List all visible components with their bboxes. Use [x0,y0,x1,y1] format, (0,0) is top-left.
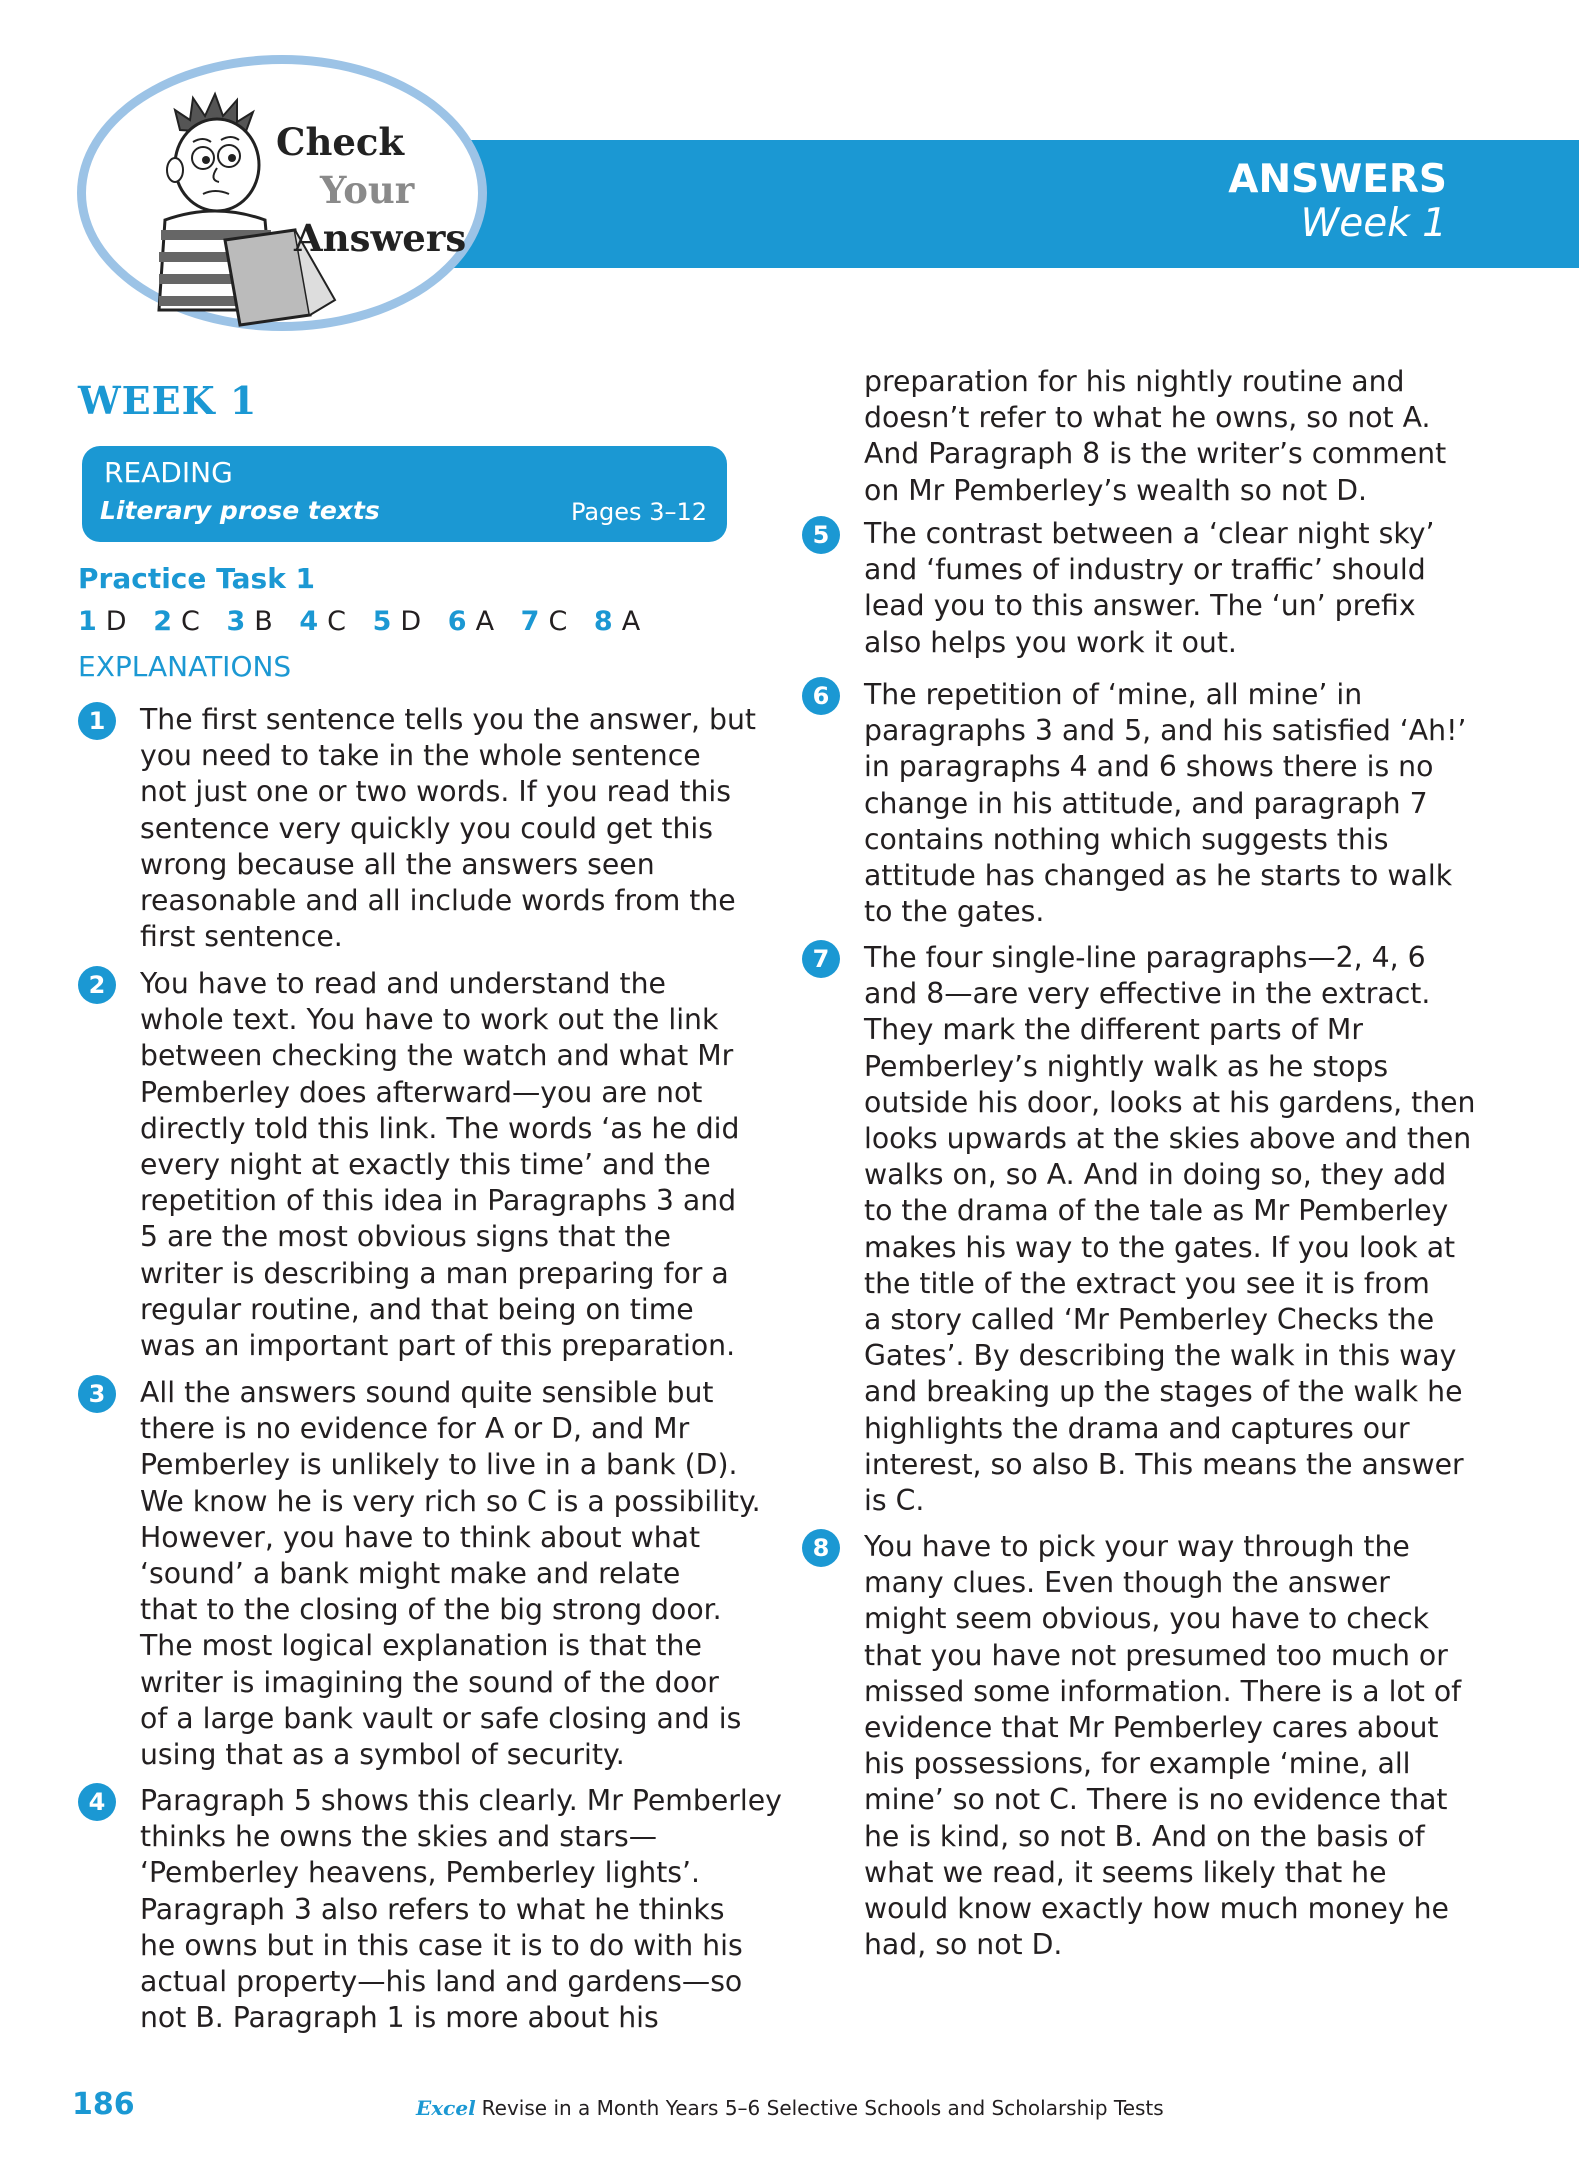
explanation-text: All the answers sound quite sensible but there is no evidence for A or D, and Mr Pemberley is unlikely to live in a bank (D). We know he is very rich so C is a possibility. However, you have to think about what ‘sound’ a bank might make and relate that to the closing of the big strong door. The most logical explanation is that the writer is imagining the sound of the door of a large bank vault or safe closing and is using that as a symbol of security. [140,1376,761,1772]
answer-letter: D [400,606,423,637]
answer-number: 5 [372,606,393,637]
answer-number: 1 [78,606,98,637]
week-subheading: Week 1 [1300,201,1447,246]
explanation-continued-text: preparation for his nightly routine and doesn’t refer to what he owns, so not A. And Paragraph 8 is the writer’s comment on Mr Pemberley’s wealth so not D. [864,365,1447,507]
explanation-number-badge: 6 [802,677,840,715]
explanation-number-badge: 8 [802,1529,840,1567]
answer-number: 2 [153,606,173,637]
section-box [82,446,727,542]
explanation-text: The repetition of ‘mine, all mine’ in paragraphs 3 and 5, and his satisfied ‘Ah!’ in paragraphs 4 and 6 shows there is no change in his attitude, and paragraph 7 contains nothing which suggests this attitude has changed as he starts to walk to the gates. [864,678,1467,929]
answer-number: 4 [299,606,320,637]
logo-your: Your [320,168,415,212]
explanation-text: Paragraph 5 shows this clearly. Mr Pemberley thinks he owns the skies and stars— ‘Pemberley heavens, Pemberley lights’. Paragraph 3 also refers to what he thinks he owns but in this case it is to do with his actual property—his land and gardens—so not B. Paragraph 1 is more about his [140,1784,782,2035]
explanation-text: The first sentence tells you the answer, but you need to take in the whole sentence not just one or two words. If you read this sentence very quickly you could get this wrong because all the answers seen reasonable and all include words from the first sentence. [140,703,756,954]
explanation-number-badge: 5 [802,516,840,554]
answer-number: 6 [447,606,468,637]
explanation-number-badge: 7 [802,940,840,978]
answers-heading: ANSWERS [1228,157,1447,202]
answer-number: 8 [593,606,614,637]
explanation-text: You have to read and understand the whole text. You have to work out the link between checking the watch and what Mr Pemberley does afterward—you are not directly told this link. The words ‘as he did every night at exactly this time’ and the repetition of this idea in Paragraphs 3 and 5 are the most obvious signs that the writer is describing a man preparing for a regular routine, and that being on time was an important part of this preparation. [140,967,740,1363]
explanation-text: The contrast between a ‘clear night sky’ and ‘fumes of industry or traffic’ should lead you to this answer. The ‘un’ prefix also helps you work it out. [864,517,1435,659]
answer-number: 7 [520,606,541,637]
logo-answers: Answers [294,216,467,260]
answer-letter: C [180,606,201,637]
answer-letter: C [548,606,569,637]
section-subtitle: Literary prose texts [100,496,380,525]
footer-text [416,2096,1164,2120]
explanation-number-badge: 3 [78,1375,116,1413]
page-number: 186 [72,2087,135,2122]
answer-letter: A [621,606,642,637]
header-title [1228,158,1447,246]
explanation-text: The four single-line paragraphs—2, 4, 6 and 8—are very effective in the extract. They mark the different parts of Mr Pemberley’s nightly walk as he stops outside his door, looks at his gardens, then looks upwards at the skies above and then walks on, so A. And in doing so, they add to the drama of the tale as Mr Pemberley makes his way to the gates. If you look at the title of the extract you see it is from a story called ‘Mr Pemberley Checks the Gates’. By describing the walk in this way and breaking up the stages of the walk he highlights the drama and captures our interest, so also B. This means the answer is C. [864,941,1476,1518]
answer-letter: B [254,606,274,637]
footer-brand: Excel [416,2096,476,2120]
answer-key [78,606,657,637]
explanation-number-badge: 4 [78,1783,116,1821]
task-title: Practice Task 1 [78,562,316,595]
week-title: WEEK 1 [78,378,258,423]
section-pages: Pages 3–12 [570,498,707,526]
answer-letter: A [475,606,496,637]
answer-letter: D [105,606,128,637]
header-banner [445,140,1579,268]
logo-check: Check [276,120,405,164]
explanations-heading: EXPLANATIONS [78,650,292,683]
answer-number: 3 [226,606,247,637]
section-title: READING [104,456,233,489]
explanation-number-badge: 1 [78,702,116,740]
explanation-text: You have to pick your way through the many clues. Even though the answer might seem obvious, you have to check that you have not presumed too much or missed some information. There is a lot of evidence that Mr Pemberley cares about his possessions, for example ‘mine, all mine’ so not C. There is no evidence that he is kind, so not B. And on the basis of what we read, it seems likely that he would know exactly how much money he had, so not D. [864,1530,1462,1962]
logo-text [276,118,466,262]
footer-book-title: Revise in a Month Years 5–6 Selective Schools and Scholarship Tests [481,2096,1164,2120]
explanation-number-badge: 2 [78,966,116,1004]
answer-letter: C [327,606,348,637]
